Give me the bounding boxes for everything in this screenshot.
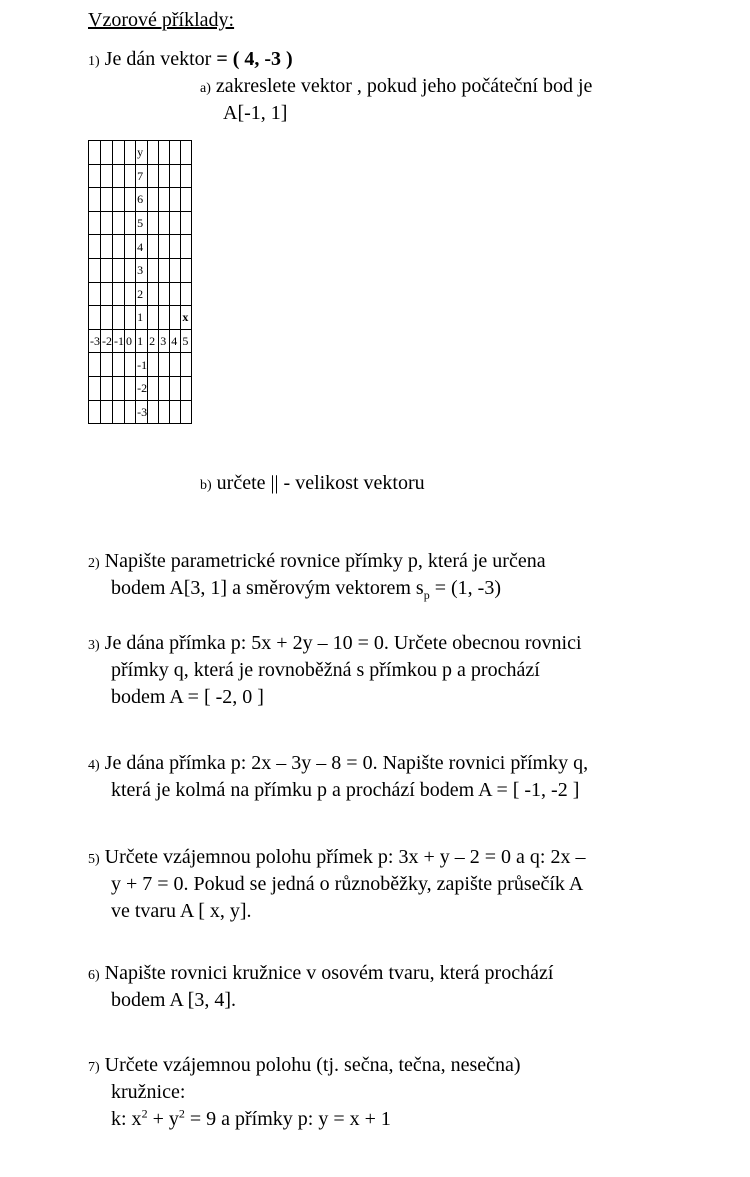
x-tick: 1 [136,329,148,353]
y-tick: -2 [136,376,148,400]
x-tick: 2 [148,329,159,353]
exercise-6-line2: bodem A [3, 4]. [111,989,236,1011]
x-tick: -1 [113,329,125,353]
page-heading: Vzorové příklady: [88,9,235,31]
subpart-number: b) [200,478,212,493]
superscript: 2 [178,1106,185,1121]
coordinate-grid [88,140,192,424]
exercise-1 [88,46,293,75]
y-tick: 5 [136,211,148,235]
x-tick: 4 [170,329,181,353]
exercise-4-line2: která je kolmá na přímku p a prochází bodem A = [ -1, -2 ] [111,779,580,801]
exercise-1b [200,470,425,499]
exercise-text: Určete vzájemnou polohu přímek p: 3x + y – 2 = 0 a q: 2x – [104,846,586,868]
y-tick: -1 [136,353,148,377]
exercise-3-line2: přímky q, která je rovnoběžná s přímkou p a prochází [111,659,540,681]
grid-row [89,188,192,212]
exercise-5 [88,844,585,873]
subpart-text: určete || - velikost vektoru [216,472,425,494]
exercise-3-line3: bodem A = [ -2, 0 ] [111,686,264,708]
x-axis-label: x [181,306,192,330]
exercise-6 [88,960,553,989]
exercise-2-line2: bodem A[3, 1] a směrovým vektorem $s_p = (1$, -3) [111,577,501,602]
y-tick: 4 [136,235,148,259]
exercise-5-line3: ve tvaru A [ x, y]. [111,900,252,922]
grid-row [89,235,192,259]
exercise-number: 1) [88,54,100,69]
exercise-number: 4) [88,758,100,773]
superscript: 2 [141,1106,148,1121]
exercise-text: Je dán vektor [104,48,212,70]
grid-row [89,353,192,377]
subscript: p [423,588,430,602]
exercise-number: 2) [88,556,100,571]
grid-row [89,282,192,306]
grid-row [89,141,192,165]
grid-row [89,211,192,235]
exercise-1a [200,73,592,102]
exercise-7 [88,1052,521,1081]
exercise-5-line2: y + 7 = 0. Pokud se jedná o různoběžky, zapište průsečík A [111,873,584,895]
x-tick: 5 [181,329,192,353]
subpart-text: zakreslete vektor , pokud jeho počáteční bod je [215,75,593,97]
exercise-7-line2: kružnice: [111,1081,186,1103]
exercise-1a-line2: A[-1, 1] [223,102,288,124]
grid-row [89,376,192,400]
exercise-text: Je dána přímka p: 5x + 2y – 10 = 0. Určete obecnou rovnici [104,632,582,654]
grid-row [89,400,192,424]
grid-row-x-axis [89,329,192,353]
y-axis-label: y [136,141,148,165]
x-tick: -2 [101,329,113,353]
exercise-4 [88,750,588,779]
exercise-text: Je dána přímka p: 2x – 3y – 8 = 0. Napište rovnici přímky q, [104,752,589,774]
y-tick: -3 [136,400,148,424]
y-tick: 3 [136,258,148,282]
exercise-2 [88,548,546,577]
y-tick: 1 [136,306,148,330]
exercise-text: Napište parametrické rovnice přímky p, která je určena [104,550,546,572]
x-tick: 3 [159,329,170,353]
y-tick: 6 [136,188,148,212]
exercise-text: Určete vzájemnou polohu (tj. sečna, tečna, nesečna) [104,1054,521,1076]
subpart-number: a) [200,81,211,96]
exercise-text: Napište rovnici kružnice v osovém tvaru, která prochází [104,962,554,984]
y-tick: 7 [136,164,148,188]
exercise-number: 6) [88,968,100,983]
x-tick: -3 [89,329,101,353]
y-tick: 2 [136,282,148,306]
exercise-number: 3) [88,638,100,653]
exercise-3 [88,630,582,659]
exercise-7-line3: k: $x^2 + y^2 = 9$ a přímky p: y = x + 1 [111,1106,391,1130]
exercise-number: 7) [88,1060,100,1075]
grid-row [89,306,192,330]
grid-row [89,164,192,188]
exercise-number: 5) [88,852,100,867]
x-tick: 0 [125,329,136,353]
vector-value: = ( 4, -3 ) [216,48,293,70]
grid-row [89,258,192,282]
